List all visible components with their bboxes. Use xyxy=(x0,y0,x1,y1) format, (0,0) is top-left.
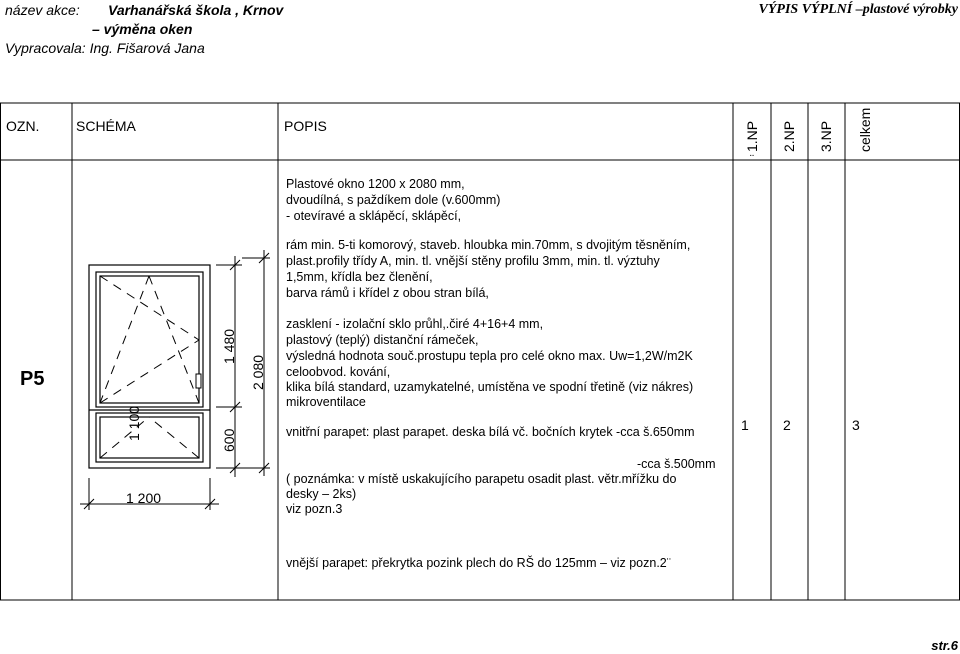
page-number: str.6 xyxy=(931,638,958,653)
lower-tilt-right xyxy=(149,417,199,458)
qty-1np: 1 xyxy=(741,417,749,433)
author: Vypracovala: Ing. Fišarová Jana xyxy=(5,40,205,56)
mullion-label: 1 100 xyxy=(126,405,142,441)
upper-sash xyxy=(96,272,203,407)
sash-height-label: 1 480 xyxy=(221,328,237,364)
project-name: Varhanářská škola , Krnov xyxy=(108,2,284,18)
desc-line-15: -cca š.500mm xyxy=(637,457,716,471)
desc-line-8: zasklení - izolační sklo průhl,.čiré 4+16+4 mm, xyxy=(286,317,544,331)
tilt-line-right xyxy=(149,276,199,403)
column-schema: SCHÉMA xyxy=(76,118,136,134)
desc-line-2: dvoudílná, s paždíkem dole (v.600mm) xyxy=(286,193,501,207)
column-1np-mark: ¨ xyxy=(750,152,754,166)
project-label: název akce: xyxy=(5,2,80,18)
column-1np: 1.NP xyxy=(744,120,760,152)
handle-icon xyxy=(196,374,201,388)
width-label: 1 200 xyxy=(126,490,162,506)
desc-line-16: ( poznámka: v místě uskakujícího parapetu osadit plast. větr.mřížku do xyxy=(286,472,677,486)
lower-sash xyxy=(96,413,203,462)
document-title: VÝPIS VÝPLNÍ –plastové výrobky xyxy=(758,2,958,17)
desc-line-18: viz pozn.3 xyxy=(286,502,343,516)
window-outer-frame xyxy=(89,265,210,468)
qty-2np: 2 xyxy=(783,417,791,433)
desc-line-4: rám min. 5-ti komorový, staveb. hloubka min.70mm, s dvojitým těsněním, xyxy=(286,238,691,252)
window-schema xyxy=(72,160,278,600)
desc-line-13: mikroventilace xyxy=(286,395,366,409)
swing-line-top xyxy=(100,276,199,340)
column-3np: 3.NP xyxy=(818,120,834,152)
column-popis: POPIS xyxy=(284,118,327,134)
desc-line-11: celoobvod. kování, xyxy=(286,365,391,379)
desc-line-19: vnější parapet: překrytka pozink plech do RŠ do 125mm – viz pozn.2¨ xyxy=(286,556,671,570)
desc-line-9: plastový (teplý) distanční rámeček, xyxy=(286,333,479,347)
desc-line-7: barva rámů i křídel z obou stran bílá, xyxy=(286,286,489,300)
swing-line-bottom xyxy=(100,340,199,403)
desc-line-3: - otevíravé a sklápěcí, sklápěcí, xyxy=(286,209,462,223)
desc-line-5: plast.profily třídy A, min. tl. vnější stěny profilu 3mm, min. tl. výztuhy xyxy=(286,254,660,268)
column-2np: 2.NP xyxy=(781,120,797,152)
row-code: P5 xyxy=(20,368,45,390)
desc-line-6: 1,5mm, křídla bez členění, xyxy=(286,270,433,284)
desc-line-12: klika bílá standard, uzamykatelné, umístěna ve spodní třetině (viz nákres) xyxy=(286,380,694,394)
desc-line-1: Plastové okno 1200 x 2080 mm, xyxy=(286,177,465,191)
lower-height-label: 600 xyxy=(221,428,237,452)
column-celkem: celkem xyxy=(857,107,873,152)
column-ozn: OZN. xyxy=(6,118,40,134)
qty-celkem: 3 xyxy=(852,417,860,433)
tilt-line-left xyxy=(100,276,149,403)
desc-line-17: desky – 2ks) xyxy=(286,487,357,501)
total-height-label: 2 080 xyxy=(250,354,266,390)
project-subtitle: – výměna oken xyxy=(92,21,193,37)
desc-line-10: výsledná hodnota souč.prostupu tepla pro celé okno max. Uw=1,2W/m2K xyxy=(286,349,693,363)
desc-line-14: vnitřní parapet: plast parapet. deska bílá vč. bočních krytek -cca š.650mm xyxy=(286,425,695,439)
